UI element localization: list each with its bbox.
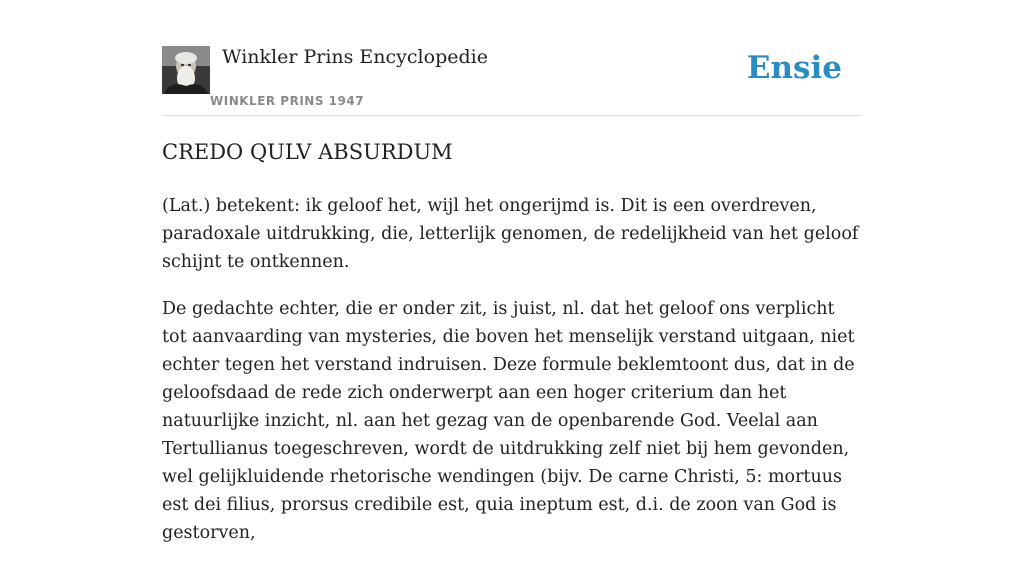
- brand-logo[interactable]: Ensie: [746, 50, 842, 86]
- header: [162, 46, 862, 116]
- avatar[interactable]: [162, 46, 210, 94]
- paragraph: De gedachte echter, die er onder zit, is juist, nl. dat het geloof ons verplicht tot aanvaarding van mysteries, die boven het menselijk verstand uitgaan, niet echter tegen het verstand indruisen. Deze formule beklemtoont dus, dat in de geloofsdaad de rede zich onderwerpt aan een hoger criterium dan het natuurlijke inzicht, nl. aan het gezag van de openbarende God. Veelal aan Tertullianus toegeschreven, wordt de uitdrukking zelf niet bij hem gevonden, wel gelijkluidende rhetorische wendingen (bijv. De carne Christi, 5: mortuus est dei filius, prorsus credibile est, quia ineptum est, d.i. de zoon van God is gestorven,: [162, 299, 855, 543]
- page-title: CREDO QULV ABSURDUM: [162, 140, 453, 164]
- article-body: [162, 192, 862, 566]
- portrait-avatar-icon: [162, 46, 210, 94]
- paragraph: (Lat.) betekent: ik geloof het, wijl het ongerijmd is. Dit is een overdreven, paradoxale uitdrukking, die, letterlijk genomen, de redelijkheid van het geloof schijnt te ontkennen.: [162, 196, 859, 272]
- site-name[interactable]: Winkler Prins Encyclopedie: [222, 46, 488, 68]
- edition-label: WINKLER PRINS 1947: [210, 94, 365, 108]
